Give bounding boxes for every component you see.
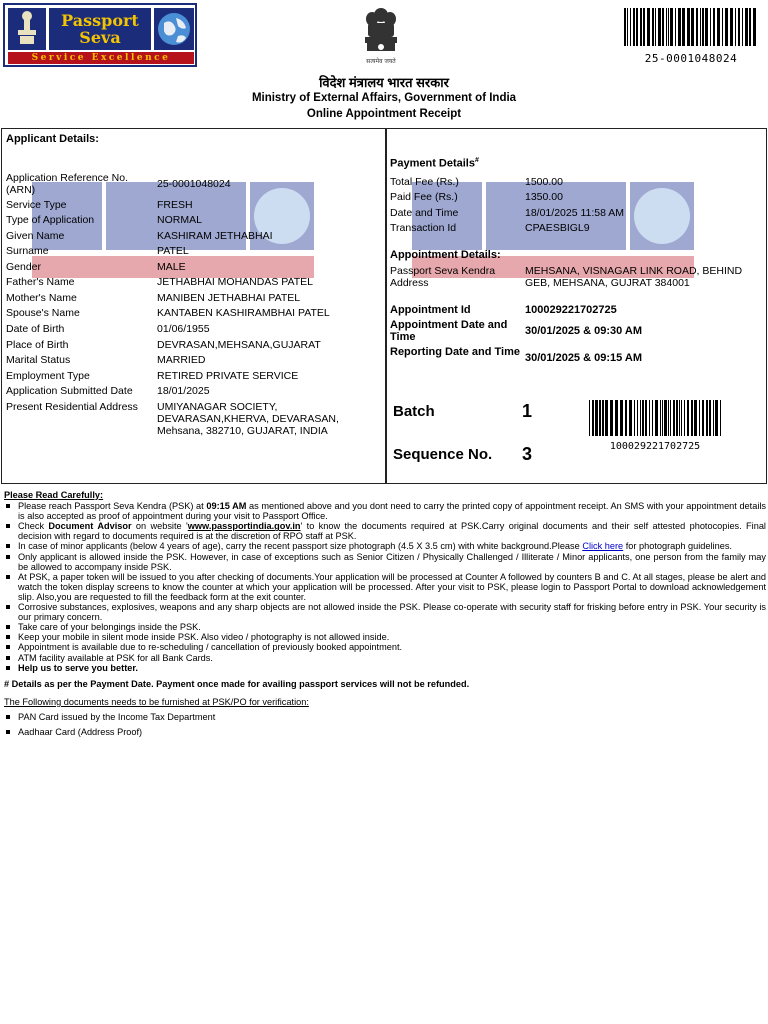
barcode-bar (592, 400, 594, 436)
barcode-bar (655, 8, 656, 46)
applicant-value: 25-0001048024 (157, 178, 231, 190)
applicant-value: KANTABEN KASHIRAMBHAI PATEL (157, 307, 330, 319)
applicant-value: 01/06/1955 (157, 323, 210, 335)
logo-title (49, 8, 151, 50)
barcode-bar (713, 8, 715, 46)
appointment-datetime-label: Appointment Date and Time (390, 319, 508, 343)
details-box (1, 128, 767, 484)
barcode-bar (696, 8, 698, 46)
barcode-bar (649, 400, 650, 436)
payment-label: Paid Fee (Rs.) (390, 191, 458, 203)
barcode-bar (636, 8, 638, 46)
applicant-value: KASHIRAM JETHABHAI (157, 230, 273, 242)
instruction-item: Check Document Advisor on website 'www.passportindia.gov.in' to know the documents required at PSK.Carry original documents and their self attested photocopies. Final decision with regard to documents required is at the discretion of RPO staff at PSK. (18, 521, 766, 542)
instructions-title: Please Read Carefully: (4, 490, 104, 500)
barcode-bar (668, 400, 669, 436)
applicant-value: RETIRED PRIVATE SERVICE (157, 370, 299, 382)
emblem-motto: सत्यमेव जयते (366, 58, 396, 65)
logo-title-line1: Passport (61, 11, 139, 30)
passport-seva-logo (3, 3, 197, 67)
barcode-bar (595, 400, 598, 436)
barcode-bar (705, 8, 708, 46)
barcode-bar (673, 400, 675, 436)
barcode-bar (652, 8, 654, 46)
applicant-value: 18/01/2025 (157, 385, 210, 397)
barcode-bar (629, 400, 632, 436)
national-emblem-icon (358, 5, 404, 67)
instruction-item: At PSK, a paper token will be issued to you after checking of documents.Your application will be processed at Counter A followed by counters B and C. At all stages, please be alert and watch the token display screens to know the counter at which your application will be processed. After your visit to PSK, please login to Passport Portal to download acknowledgement slip. Also,you are requested to fill the feedback form at the exit counter. (18, 571, 766, 602)
barcode-bar (625, 400, 627, 436)
reporting-datetime-value: 30/01/2025 & 09:15 AM (525, 352, 642, 364)
applicant-label: Gender (6, 261, 42, 273)
barcode-bar (691, 400, 693, 436)
applicant-value: MANIBEN JETHABHAI PATEL (157, 292, 301, 304)
applicant-label: Employment Type (6, 370, 90, 382)
barcode-bar (691, 8, 694, 46)
instructions (4, 490, 766, 737)
barcode-bar (666, 8, 667, 46)
barcode-bar (652, 400, 653, 436)
logo-band: Service Excellence (8, 52, 194, 64)
barcode-bar (599, 400, 601, 436)
barcode-bar (725, 8, 728, 46)
barcode-bar (645, 400, 647, 436)
payment-value: CPAESBIGL9 (525, 222, 590, 234)
barcode-bar (634, 400, 635, 436)
barcode-bar (753, 8, 756, 46)
psk-address-label: Passport Seva Kendra Address (390, 265, 496, 289)
barcode-bar (662, 8, 664, 46)
applicant-label: Place of Birth (6, 339, 69, 351)
batch-value: 1 (522, 401, 533, 421)
click-here-link[interactable]: Click here (582, 541, 624, 552)
applicant-label: Application Reference No. (ARN) (6, 172, 128, 196)
applicant-label: Present Residential Address (6, 401, 138, 413)
payment-label: Transaction Id (390, 222, 457, 234)
barcode-bar (715, 400, 718, 436)
barcode-bar (589, 400, 590, 436)
barcode-bar (640, 400, 641, 436)
instruction-item: Take care of your belongings inside the PSK. (18, 622, 766, 632)
instruction-item: Please reach Passport Seva Kendra (PSK) at 09:15 AM as mentioned above and you dont need to carry the printed copy of appointment receipt. An SMS with your appointment details is also accepted as proof of appointment during your visit to Passport Office. (18, 501, 767, 522)
instruction-item: ATM facility available at PSK for all Bank Cards. (18, 653, 766, 663)
instructions-list (4, 501, 766, 673)
arn-barcode-text: 25-0001048024 (644, 52, 738, 65)
instruction-item: Help us to serve you better. (18, 663, 766, 673)
applicant-value: MARRIED (157, 354, 206, 366)
sequence-value: 3 (522, 444, 533, 464)
instruction-item: Appointment is available due to re-scheduling / cancellation of previously booked appointment. (18, 642, 766, 652)
barcode-bar (642, 400, 644, 436)
applicant-value: MALE (157, 261, 186, 273)
payment-label: Total Fee (Rs.) (390, 176, 459, 188)
barcode-bar (717, 8, 720, 46)
arn-barcode-bars (624, 8, 758, 46)
barcode-bar (742, 8, 743, 46)
barcode-bar (662, 400, 663, 436)
reporting-datetime-label: Reporting Date and Time (390, 346, 520, 358)
barcode-bar (678, 8, 681, 46)
document-item: Aadhaar Card (Address Proof) (18, 727, 766, 737)
barcode-bar (647, 8, 650, 46)
payment-footnote: # Details as per the Payment Date. Payment once made for availing passport services will not be refunded. (4, 678, 470, 689)
applicant-label: Father's Name (6, 276, 75, 288)
applicant-value: DEVRASAN,MEHSANA,GUJARAT (157, 339, 321, 351)
document-item: PAN Card issued by the Income Tax Department (18, 712, 766, 722)
payment-value: 18/01/2025 11:58 AM (525, 207, 625, 219)
barcode-bar (699, 400, 700, 436)
barcode-bar (660, 400, 661, 436)
receipt-title: Online Appointment Receipt (306, 108, 462, 120)
psk-address-value: MEHSANA, VISNAGAR LINK ROAD, BEHIND GEB, MEHSANA, GUJRAT 384001 (525, 265, 743, 289)
barcode-bar (730, 8, 733, 46)
national-emblem-small-icon (8, 8, 46, 50)
barcode-bar (630, 8, 631, 46)
barcode-bar (702, 8, 704, 46)
applicant-label: Given Name (6, 230, 65, 242)
applicant-label: Mother's Name (6, 292, 77, 304)
barcode-bar (624, 8, 626, 46)
barcode-bar (738, 8, 740, 46)
batch-label: Batch (393, 403, 435, 420)
applicant-label: Surname (6, 245, 49, 257)
payment-value: 1350.00 (525, 191, 563, 203)
applicant-label: Service Type (6, 199, 67, 211)
applicant-value: JETHABHAI MOHANDAS PATEL (157, 276, 313, 288)
barcode-bar (700, 8, 701, 46)
barcode-bar (720, 400, 721, 436)
barcode-bar (664, 400, 667, 436)
instruction-item: Keep your mobile in silent mode inside PSK. Also video / photography is not allowed inside. (18, 632, 766, 642)
barcode-bar (637, 400, 638, 436)
instruction-item: Corrosive substances, explosives, weapons and any sharp objects are not allowed inside the PSK. Please co-operate with security staff for frisking before entry in PSK. Your security is our primary concern. (18, 602, 766, 623)
barcode-bar (681, 400, 682, 436)
sequence-label: Sequence No. (393, 446, 493, 463)
applicant-value: UMIYANAGAR SOCIETY, DEVARASAN,KHERVA, DEVARASAN, Mehsana, 382710, GUJARAT, INDIA (157, 401, 339, 437)
barcode-bar (694, 400, 697, 436)
barcode-bar (605, 400, 608, 436)
hindi-ministry-title: विदेश मंत्रालय भारत सरकार (319, 75, 449, 90)
barcode-bar (713, 400, 714, 436)
appointment-barcode (589, 400, 721, 436)
applicant-label: Date of Birth (6, 323, 65, 335)
barcode-bar (682, 8, 685, 46)
barcode-bar (670, 8, 673, 46)
barcode-bar (684, 400, 685, 436)
column-divider (385, 129, 387, 483)
documents-title: The Following documents needs to be furnished at PSK/PO for verification: (4, 696, 309, 707)
barcode-bar (655, 400, 658, 436)
applicant-value: NORMAL (157, 214, 202, 226)
barcode-bar (710, 8, 711, 46)
barcode-bar (687, 400, 689, 436)
barcode-bar (633, 8, 635, 46)
barcode-bar (687, 8, 690, 46)
instruction-item: Only applicant is allowed inside the PSK. However, in case of exceptions such as Senior Citizen / Physically Challenged / Illiterate / Minor applicants, one person from the family may be allowed to accompany inside PSK. (18, 551, 766, 572)
appointment-section-title: Appointment Details: (390, 249, 501, 261)
barcode-bar (643, 8, 645, 46)
barcode-bar (615, 400, 618, 436)
appointment-barcode-text: 100029221702725 (609, 441, 701, 452)
barcode-bar (640, 8, 642, 46)
barcode-bar (676, 400, 678, 436)
applicant-value: FRESH (157, 199, 193, 211)
barcode-bar (706, 400, 708, 436)
payment-value: 1500.00 (525, 176, 563, 188)
payment-title-text: Payment Details (390, 157, 475, 170)
logo-title-line2: Seva (79, 28, 121, 47)
documents-list (4, 712, 766, 737)
instruction-item: In case of minor applicants (below 4 years of age), carry the recent passport size photograph (4.5 X 3.5 cm) with white background.Please Click here for photograph guidelines. (18, 541, 766, 551)
appointment-datetime-value: 30/01/2025 & 09:30 AM (525, 325, 642, 337)
appointment-id-label: Appointment Id (390, 304, 471, 316)
applicant-label: Type of Application (6, 214, 95, 226)
ministry-title: Ministry of External Affairs, Government of India (251, 92, 517, 104)
barcode-bar (745, 8, 748, 46)
globe-icon (154, 8, 194, 50)
barcode-bar (658, 8, 661, 46)
payment-section-title (390, 157, 479, 170)
payment-label: Date and Time (390, 207, 459, 219)
barcode-bar (620, 400, 623, 436)
barcode-bar (702, 400, 704, 436)
barcode-bar (722, 8, 723, 46)
barcode-bar (668, 8, 669, 46)
applicant-section-title: Applicant Details: (6, 133, 99, 145)
applicant-label: Marital Status (6, 354, 71, 366)
barcode-bar (670, 400, 671, 436)
arn-barcode (624, 8, 758, 46)
barcode-bar (675, 8, 676, 46)
barcode-bar (679, 400, 680, 436)
appointment-id-value: 100029221702725 (525, 304, 617, 316)
barcode-bar (749, 8, 751, 46)
barcode-bar (735, 8, 736, 46)
barcode-bar (709, 400, 711, 436)
payment-title-hash: # (474, 157, 479, 164)
barcode-bar (627, 8, 628, 46)
applicant-label: Spouse's Name (6, 307, 80, 319)
barcode-bar (610, 400, 613, 436)
applicant-label: Application Submitted Date (6, 385, 133, 397)
barcode-bar (602, 400, 604, 436)
applicant-value: PATEL (157, 245, 189, 257)
